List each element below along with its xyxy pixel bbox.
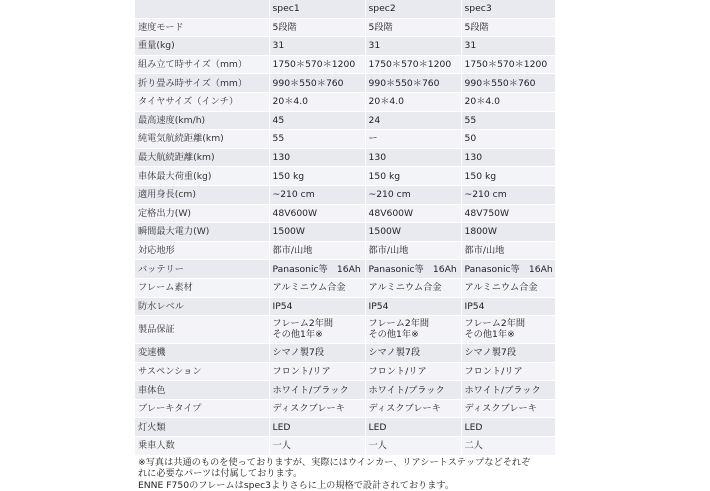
cell: 1750＊570＊1200	[461, 55, 555, 74]
row-label: 組み立て時サイズ（mm）	[135, 55, 269, 74]
cell: フロント/リア	[365, 362, 461, 381]
cell: IP54	[461, 297, 555, 316]
table-row	[135, 204, 555, 223]
cell: アルミニウム合金	[365, 278, 461, 297]
row-label: 乗車人数	[135, 437, 269, 456]
cell: 150 kg	[269, 167, 365, 186]
row-label: 定格出力(W)	[135, 204, 269, 223]
cell: LED	[269, 418, 365, 437]
cell: アルミニウム合金	[461, 278, 555, 297]
row-label: 速度モード	[135, 18, 269, 37]
cell: 55	[461, 111, 555, 130]
cell: フレーム2年間 その他1年※	[461, 316, 555, 344]
table-row	[135, 418, 555, 437]
row-label: サスペンション	[135, 362, 269, 381]
cell: フロント/リア	[269, 362, 365, 381]
cell: 20＊4.0	[269, 92, 365, 111]
cell: ー	[365, 130, 461, 149]
cell: 50	[461, 130, 555, 149]
cell: 130	[365, 148, 461, 167]
row-label: 純電気航続距離(km)	[135, 130, 269, 149]
cell: フロント/リア	[461, 362, 555, 381]
table-row	[135, 37, 555, 56]
table-row	[135, 55, 555, 74]
cell: Panasonic等 16Ah	[461, 260, 555, 279]
row-label: バッテリー	[135, 260, 269, 279]
cell: 130	[269, 148, 365, 167]
cell: 1750＊570＊1200	[365, 55, 461, 74]
row-label: 最高速度(km/h)	[135, 111, 269, 130]
cell: 130	[461, 148, 555, 167]
row-label: 防水レベル	[135, 297, 269, 316]
table-row	[135, 316, 555, 344]
cell: シマノ製7段	[365, 344, 461, 363]
table-row	[135, 18, 555, 37]
cell: 都市/山地	[269, 241, 365, 260]
cell: 都市/山地	[461, 241, 555, 260]
table-row	[135, 167, 555, 186]
footnote	[135, 456, 555, 491]
table-row	[135, 185, 555, 204]
cell: 31	[461, 37, 555, 56]
header-spec1: spec1	[269, 0, 365, 18]
cell: LED	[461, 418, 555, 437]
row-label: タイヤサイズ（インチ）	[135, 92, 269, 111]
table-row	[135, 297, 555, 316]
cell: 5段階	[461, 18, 555, 37]
cell: ホワイト/ブラック	[461, 381, 555, 400]
cell: 1500W	[269, 223, 365, 242]
cell: 5段階	[269, 18, 365, 37]
cell: 1800W	[461, 223, 555, 242]
cell: 24	[365, 111, 461, 130]
cell: シマノ製7段	[269, 344, 365, 363]
cell: 48V600W	[269, 204, 365, 223]
table-row	[135, 437, 555, 456]
table-row	[135, 381, 555, 400]
cell: ディスクブレーキ	[461, 399, 555, 418]
cell: 990＊550＊760	[461, 74, 555, 93]
cell: 20＊4.0	[365, 92, 461, 111]
header-corner	[135, 0, 269, 18]
row-label: ブレーキタイプ	[135, 399, 269, 418]
cell: 45	[269, 111, 365, 130]
cell: フレーム2年間 その他1年※	[269, 316, 365, 344]
cell: 31	[365, 37, 461, 56]
header-spec3: spec3	[461, 0, 555, 18]
cell: ディスクブレーキ	[365, 399, 461, 418]
row-label: 変速機	[135, 344, 269, 363]
row-label: 瞬間最大電力(W)	[135, 223, 269, 242]
cell: ホワイト/ブラック	[365, 381, 461, 400]
table-row	[135, 148, 555, 167]
row-label: 灯火類	[135, 418, 269, 437]
row-label: フレーム素材	[135, 278, 269, 297]
cell: 1500W	[365, 223, 461, 242]
table-header-row	[135, 0, 555, 18]
cell: IP54	[269, 297, 365, 316]
table-row	[135, 241, 555, 260]
spec-table	[135, 0, 556, 456]
cell: 150 kg	[365, 167, 461, 186]
row-label: 車体最大荷重(kg)	[135, 167, 269, 186]
row-label: 適用身長(cm)	[135, 185, 269, 204]
row-label: 車体色	[135, 381, 269, 400]
cell: ホワイト/ブラック	[269, 381, 365, 400]
table-row	[135, 223, 555, 242]
spec-sheet	[135, 0, 555, 491]
row-label: 製品保証	[135, 316, 269, 344]
header-spec2: spec2	[365, 0, 461, 18]
table-row	[135, 344, 555, 363]
table-row	[135, 278, 555, 297]
cell: アルミニウム合金	[269, 278, 365, 297]
cell: フレーム2年間 その他1年※	[365, 316, 461, 344]
cell: ~210 cm	[269, 185, 365, 204]
cell: 48V750W	[461, 204, 555, 223]
cell: 5段階	[365, 18, 461, 37]
footnote-line: れに必要なパーツは付属しております。	[138, 468, 303, 480]
cell: 1750＊570＊1200	[269, 55, 365, 74]
cell: Panasonic等 16Ah	[365, 260, 461, 279]
cell: 150 kg	[461, 167, 555, 186]
cell: 990＊550＊760	[365, 74, 461, 93]
table-row	[135, 111, 555, 130]
cell: ~210 cm	[365, 185, 461, 204]
cell: ディスクブレーキ	[269, 399, 365, 418]
table-row	[135, 130, 555, 149]
table-row	[135, 92, 555, 111]
cell: 20＊4.0	[461, 92, 555, 111]
cell: Panasonic等 16Ah	[269, 260, 365, 279]
cell: IP54	[365, 297, 461, 316]
table-row	[135, 74, 555, 93]
row-label: 最大航続距離(km)	[135, 148, 269, 167]
footnote-line: ※写真は共通のものを使っておりますが、実際にはウインカー、リアシートステップなどそれぞ	[138, 456, 531, 468]
cell: シマノ製7段	[461, 344, 555, 363]
table-row	[135, 362, 555, 381]
row-label: 重量(kg)	[135, 37, 269, 56]
cell: 55	[269, 130, 365, 149]
cell: 一人	[365, 437, 461, 456]
cell: 48V600W	[365, 204, 461, 223]
footnote-line: ENNE F750のフレームはspec3よりさらに上の規格で設計されております。	[138, 479, 455, 491]
cell: 一人	[269, 437, 365, 456]
table-row	[135, 399, 555, 418]
cell: 990＊550＊760	[269, 74, 365, 93]
cell: 都市/山地	[365, 241, 461, 260]
row-label: 対応地形	[135, 241, 269, 260]
cell: LED	[365, 418, 461, 437]
cell: ~210 cm	[461, 185, 555, 204]
cell: 二人	[461, 437, 555, 456]
row-label: 折り畳み時サイズ（mm）	[135, 74, 269, 93]
cell: 31	[269, 37, 365, 56]
table-row	[135, 260, 555, 279]
